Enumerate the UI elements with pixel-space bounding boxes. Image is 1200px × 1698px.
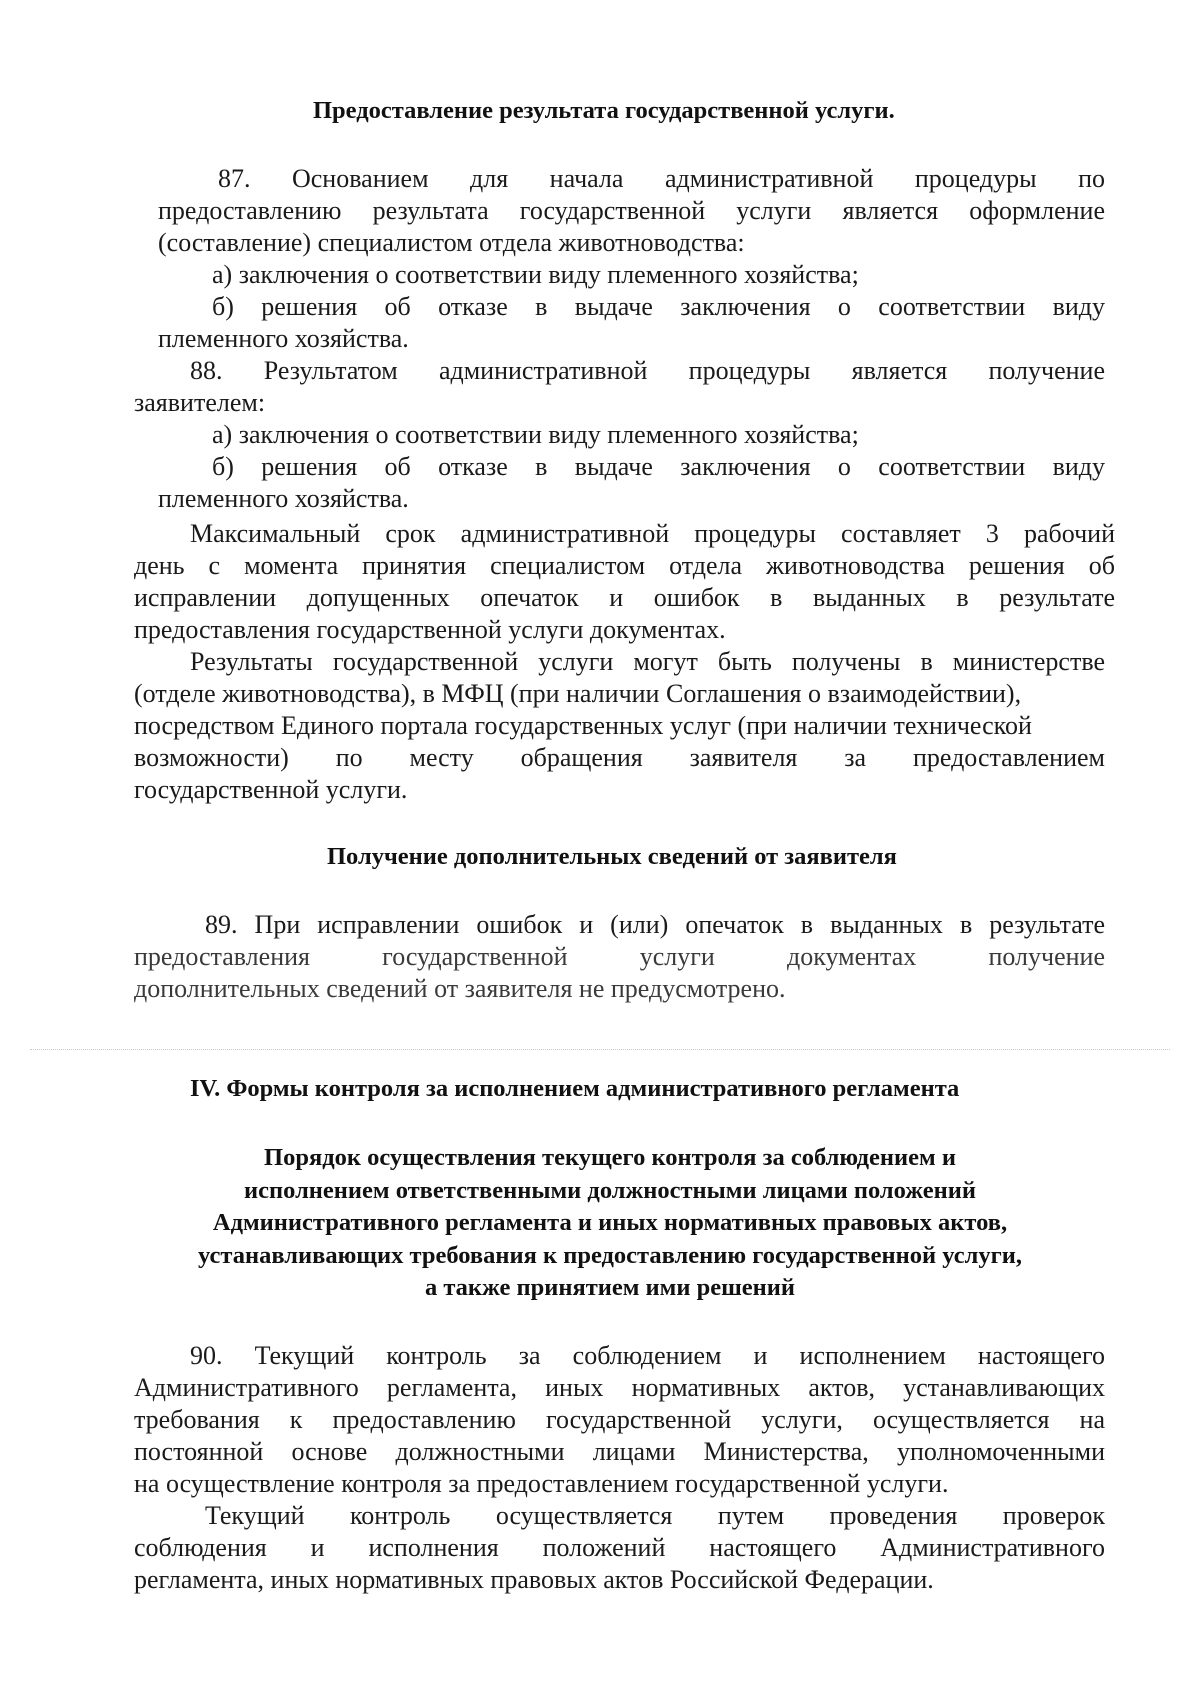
p87-line-6: племенного хозяйства.: [158, 324, 409, 353]
max-term-line-3: исправлении допущенных опечаток и ошибок в выданных в результате: [134, 583, 1115, 612]
p88-item-a: а) заключения о соответствии виду племенного хозяйства;: [212, 420, 859, 449]
results-line-4: возможности) по месту обращения заявителя за предоставлением: [134, 743, 1105, 772]
p90-line-5: на осуществление контроля за предоставлением государственной услуги.: [134, 1469, 949, 1498]
p90-line-3: требования к предоставлению государственной услуги, осуществляется на: [134, 1405, 1105, 1434]
p89-line-3: дополнительных сведений от заявителя не предусмотрено.: [134, 974, 786, 1003]
scan-divider: [30, 1049, 1170, 1050]
results-line-5: государственной услуги.: [134, 775, 408, 804]
subsection-heading-line-5: а также принятием ими решений: [424, 1274, 796, 1301]
p88-line-1: 88. Результатом административной процедуры является получение: [190, 356, 1105, 385]
current-control-line-2: соблюдения и исполнения положений настоящего Административного: [134, 1533, 1105, 1562]
subsection-heading-current-control: [120, 1142, 1100, 1305]
p88-line-5: племенного хозяйства.: [158, 484, 409, 513]
p87-line-3: (составление) специалистом отдела животноводства:: [158, 228, 745, 257]
p87-line-2: предоставлению результата государственной услуги является оформление: [158, 196, 1105, 225]
p90-line-4: постоянной основе должностными лицами Министерства, уполномоченными: [134, 1437, 1105, 1466]
p90-line-1: 90. Текущий контроль за соблюдением и исполнением настоящего: [190, 1341, 1105, 1370]
chapter-heading-iv: IV. Формы контроля за исполнением административного регламента: [190, 1075, 960, 1102]
results-line-2: (отделе животноводства), в МФЦ (при наличии Соглашения о взаимодействии),: [134, 679, 1022, 708]
p89-line-2: предоставления государственной услуги документах получение: [134, 942, 1105, 971]
max-term-line-1: Максимальный срок административной процедуры составляет 3 рабочий: [190, 519, 1115, 548]
max-term-line-2: день с момента принятия специалистом отдела животноводства решения об: [134, 551, 1115, 580]
subsection-heading-line-4: устанавливающих требования к предоставлению государственной услуги,: [198, 1241, 1022, 1269]
results-line-3: посредством Единого портала государственных услуг (при наличии технической: [134, 711, 1032, 740]
p90-line-2: Административного регламента, иных нормативных актов, устанавливающих: [134, 1373, 1105, 1402]
p89-line-1: 89. При исправлении ошибок и (или) опечаток в выданных в результате: [205, 910, 1105, 939]
subsection-heading-line-3: Административного регламента и иных нормативных правовых актов,: [212, 1209, 1008, 1236]
p88-line-2: заявителем:: [134, 388, 266, 417]
subsection-heading-line-2: исполнением ответственными должностными лицами положений: [244, 1176, 976, 1204]
p87-item-a: а) заключения о соответствии виду племенного хозяйства;: [212, 260, 859, 289]
section-heading-result: Предоставление результата государственной услуги.: [313, 97, 895, 124]
results-line-1: Результаты государственной услуги могут быть получены в министерстве: [190, 647, 1105, 676]
current-control-line-1: Текущий контроль осуществляется путем проведения проверок: [205, 1501, 1105, 1530]
p88-item-b: б) решения об отказе в выдаче заключения о соответствии виду: [212, 452, 1105, 481]
max-term-line-4: предоставления государственной услуги документах.: [134, 615, 726, 644]
current-control-line-3: регламента, иных нормативных правовых актов Российской Федерации.: [134, 1565, 934, 1594]
subsection-heading-line-1: Порядок осуществления текущего контроля за соблюдением и: [264, 1144, 956, 1171]
p87-item-b: б) решения об отказе в выдаче заключения о соответствии виду: [212, 292, 1105, 321]
p87-line-1: 87. Основанием для начала административной процедуры по: [218, 164, 1105, 193]
section-heading-additional-info: Получение дополнительных сведений от заявителя: [327, 843, 897, 870]
